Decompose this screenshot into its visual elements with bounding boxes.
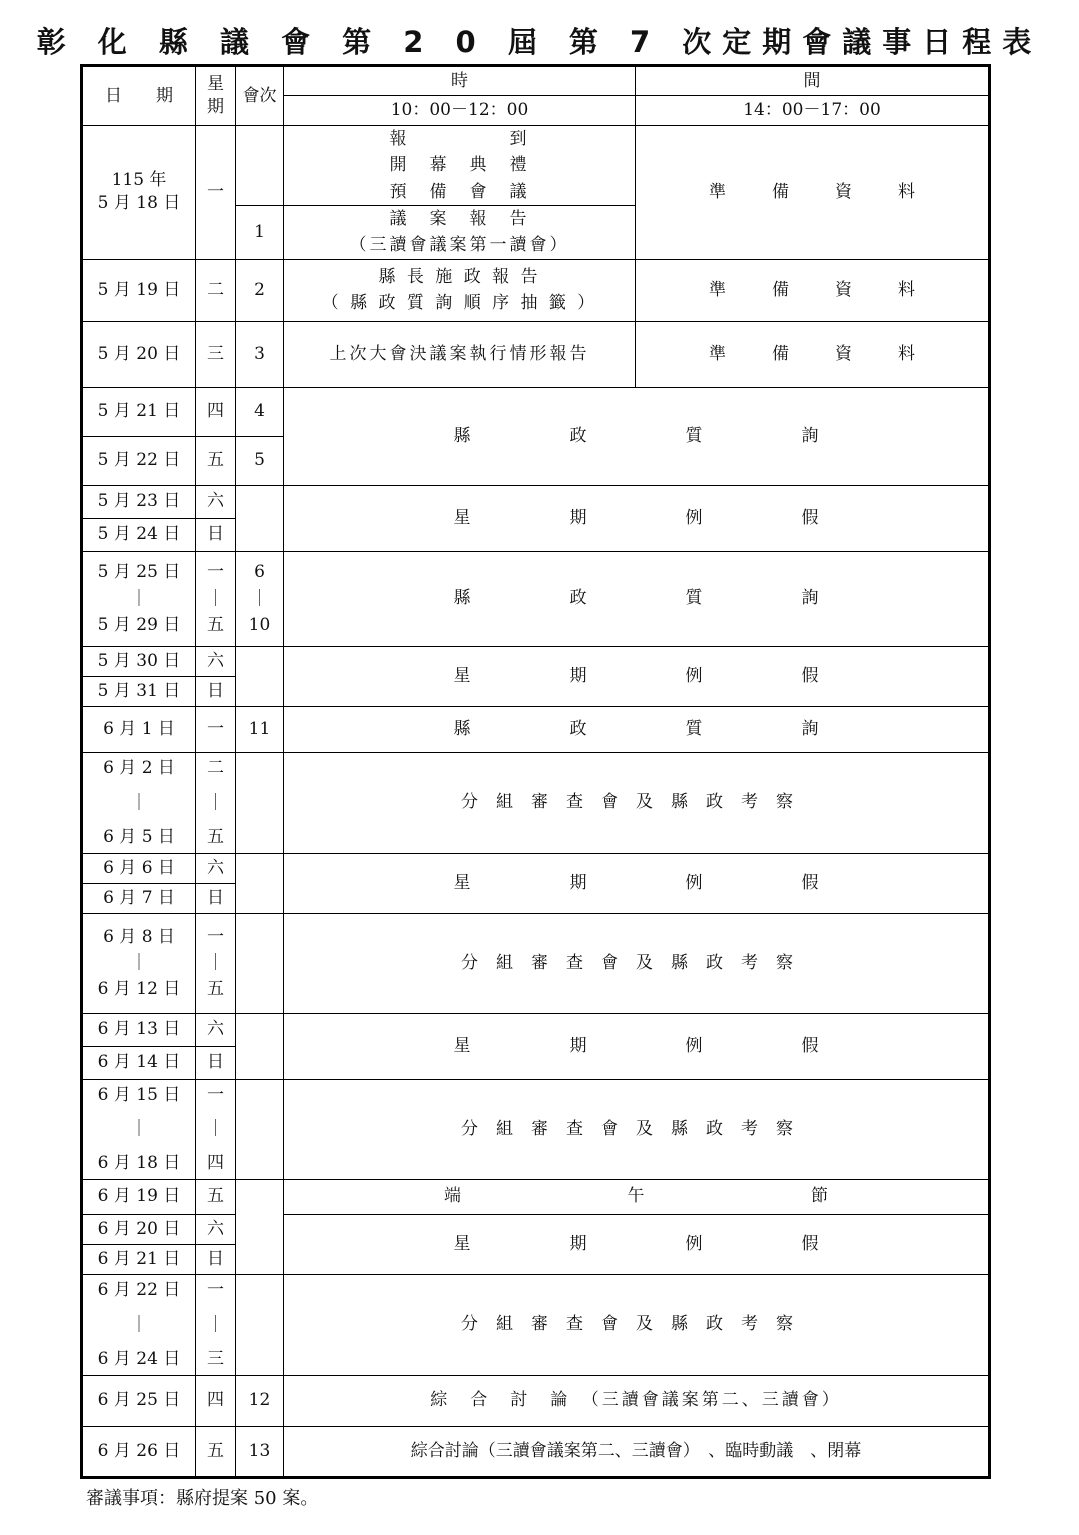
weekday-cell: 日 xyxy=(196,1046,236,1079)
page-title: 彰 化 縣 議 會 第 2 0 屆 第 7 次定期會議事日程表 xyxy=(36,25,1043,59)
event-cell: 星 期 例 假 xyxy=(284,1013,990,1079)
weekday-cell: 五 xyxy=(196,436,236,485)
event-cell: 星 期 例 假 xyxy=(284,853,990,913)
am-cell: 縣 長 施 政 報 告 （ 縣 政 質 詢 順 序 抽 籤 ） xyxy=(284,259,636,321)
schedule-table xyxy=(80,64,991,1479)
event-cell: 分組審查會及縣政考察 xyxy=(284,1274,990,1375)
event-cell: 星 期 例 假 xyxy=(284,485,990,551)
pm-cell: 準 備 資 料 xyxy=(636,259,990,321)
weekday-cell: 一 ｜ 五 xyxy=(196,913,236,1013)
date-cell: 5 月 22 日 xyxy=(82,436,196,485)
date-cell: 5 月 23 日 xyxy=(82,485,196,518)
header-session: 會次 xyxy=(236,66,284,126)
weekday-cell: 一 xyxy=(196,126,236,260)
weekday-cell: 六 xyxy=(196,1013,236,1046)
event-cell: 分組審查會及縣政考察 xyxy=(284,752,990,853)
event-cell: 縣 政 質 詢 xyxy=(284,706,990,752)
weekday-cell: 二 xyxy=(196,259,236,321)
session-cell xyxy=(236,913,284,1013)
date-cell: 6 月 1 日 xyxy=(82,706,196,752)
date-cell: 5 月 21 日 xyxy=(82,387,196,436)
date-cell: 5 月 30 日 xyxy=(82,646,196,676)
pm-cell: 準 備 資 料 xyxy=(636,321,990,387)
weekday-cell: 三 xyxy=(196,321,236,387)
session-cell: 6 ｜ 10 xyxy=(236,551,284,646)
header-time-left: 時 xyxy=(284,66,636,96)
weekday-cell: 六 xyxy=(196,646,236,676)
date-cell: 6 月 8 日 ｜ 6 月 12 日 xyxy=(82,913,196,1013)
header-date: 日 期 xyxy=(82,66,196,126)
date-cell: 6 月 21 日 xyxy=(82,1244,196,1274)
date-cell: 6 月 22 日 ｜ 6 月 24 日 xyxy=(82,1274,196,1375)
weekday-cell: 一 ｜ 三 xyxy=(196,1274,236,1375)
weekday-cell: 五 xyxy=(196,1179,236,1214)
session-cell: 2 xyxy=(236,259,284,321)
weekday-cell: 一 ｜ 五 xyxy=(196,551,236,646)
event-cell: 綜合討論（三讀會議案第二、三讀會） 、臨時動議 、閉幕 xyxy=(284,1426,990,1477)
date-cell: 6 月 19 日 xyxy=(82,1179,196,1214)
date-cell: 5 月 25 日 ｜ 5 月 29 日 xyxy=(82,551,196,646)
am-cell: 報 到 開 幕 典 禮 預 備 會 議 xyxy=(284,126,636,206)
date-cell: 6 月 13 日 xyxy=(82,1013,196,1046)
session-cell xyxy=(236,126,284,206)
date-cell: 5 月 31 日 xyxy=(82,676,196,706)
session-cell: 1 xyxy=(236,206,284,260)
am-cell: 議 案 報 告 （三讀會議案第一讀會） xyxy=(284,206,636,260)
pm-cell: 準 備 資 料 xyxy=(636,126,990,260)
session-cell xyxy=(236,752,284,853)
weekday-cell: 日 xyxy=(196,518,236,551)
date-cell: 6 月 15 日 ｜ 6 月 18 日 xyxy=(82,1079,196,1179)
header-am: 10：00－12：00 xyxy=(284,96,636,126)
session-cell: 12 xyxy=(236,1375,284,1426)
date-cell: 5 月 20 日 xyxy=(82,321,196,387)
weekday-cell: 日 xyxy=(196,676,236,706)
session-cell xyxy=(236,1013,284,1079)
date-cell: 6 月 2 日 ｜ 6 月 5 日 xyxy=(82,752,196,853)
weekday-cell: 六 xyxy=(196,853,236,883)
event-cell: 縣 政 質 詢 xyxy=(284,551,990,646)
event-cell: 星 期 例 假 xyxy=(284,1214,990,1274)
date-cell: 6 月 25 日 xyxy=(82,1375,196,1426)
date-cell: 6 月 6 日 xyxy=(82,853,196,883)
date-cell: 6 月 7 日 xyxy=(82,883,196,913)
weekday-cell: 一 ｜ 四 xyxy=(196,1079,236,1179)
session-cell: 13 xyxy=(236,1426,284,1477)
date-cell: 5 月 19 日 xyxy=(82,259,196,321)
weekday-cell: 一 xyxy=(196,706,236,752)
weekday-cell: 日 xyxy=(196,1244,236,1274)
session-cell xyxy=(236,646,284,706)
event-cell: 端 午 節 xyxy=(284,1179,990,1214)
event-cell: 分組審查會及縣政考察 xyxy=(284,1079,990,1179)
session-cell xyxy=(236,485,284,551)
header-pm: 14：00－17：00 xyxy=(636,96,990,126)
weekday-cell: 二 ｜ 五 xyxy=(196,752,236,853)
date-cell: 115 年 5 月 18 日 xyxy=(82,126,196,260)
am-cell: 上次大會決議案執行情形報告 xyxy=(284,321,636,387)
session-cell: 5 xyxy=(236,436,284,485)
weekday-cell: 六 xyxy=(196,1214,236,1244)
weekday-cell: 四 xyxy=(196,1375,236,1426)
date-cell: 6 月 20 日 xyxy=(82,1214,196,1244)
event-cell: 星 期 例 假 xyxy=(284,646,990,706)
session-cell xyxy=(236,1079,284,1179)
header-time-right: 間 xyxy=(636,66,990,96)
weekday-cell: 六 xyxy=(196,485,236,518)
session-cell xyxy=(236,1179,284,1274)
weekday-cell: 四 xyxy=(196,387,236,436)
session-cell: 11 xyxy=(236,706,284,752)
weekday-cell: 日 xyxy=(196,883,236,913)
session-cell: 4 xyxy=(236,387,284,436)
date-cell: 5 月 24 日 xyxy=(82,518,196,551)
footnote: 審議事項：縣府提案 50 案。 xyxy=(86,1488,319,1509)
event-cell: 分組審查會及縣政考察 xyxy=(284,913,990,1013)
event-cell: 縣 政 質 詢 xyxy=(284,387,990,485)
session-cell: 3 xyxy=(236,321,284,387)
session-cell xyxy=(236,1274,284,1375)
date-cell: 6 月 14 日 xyxy=(82,1046,196,1079)
session-cell xyxy=(236,853,284,913)
weekday-cell: 五 xyxy=(196,1426,236,1477)
date-cell: 6 月 26 日 xyxy=(82,1426,196,1477)
event-cell: 綜 合 討 論 （三讀會議案第二、三讀會） xyxy=(284,1375,990,1426)
header-weekday: 星 期 xyxy=(196,66,236,126)
